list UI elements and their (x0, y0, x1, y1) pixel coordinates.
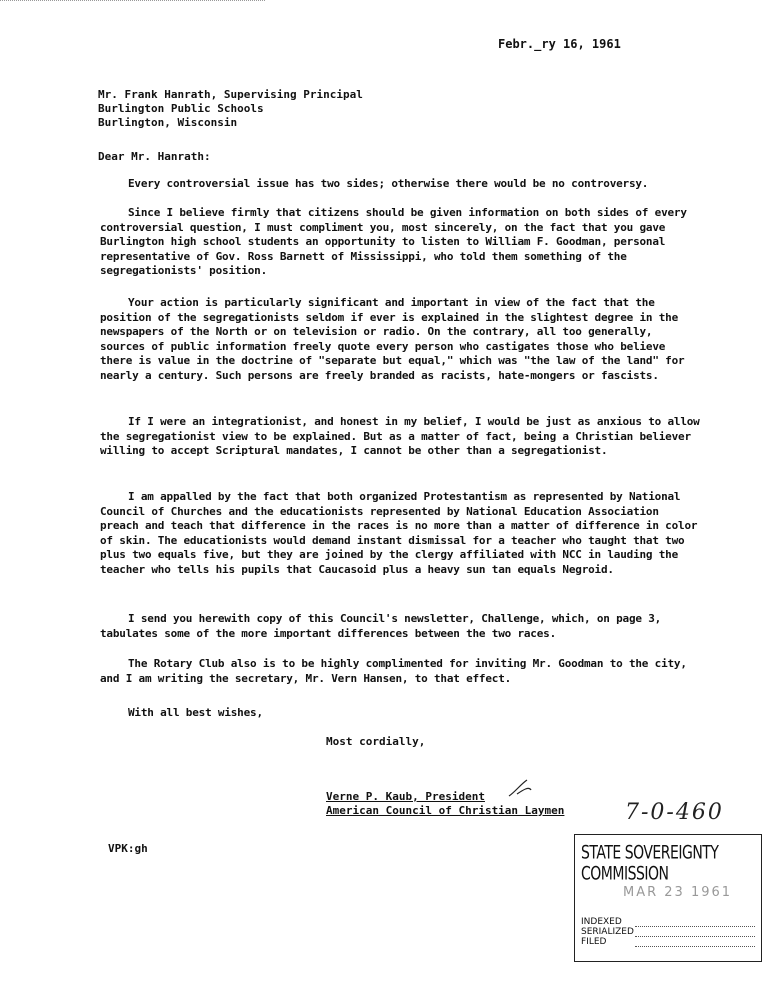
top-dotted-line (0, 0, 265, 1)
signer-organization: American Council of Christian Laymen (326, 804, 565, 817)
paragraph-5: I am appalled by the fact that both organized Protestantism as represented by National Council of Churches and the educationists represented by National Education Association preach and teach that difference in the races is no more than a matter of difference in color of skin. The educationists would demand instant dismissal for a teacher who taught that two plus two equals five, but they are joined by the clergy affiliated with NCC in lauding the teacher who tells his pupils that Caucasoid plus a heavy sun tan equals Negroid. (100, 490, 698, 576)
typist-initials: VPK:gh (108, 842, 148, 855)
stamp-dotted-line (635, 946, 755, 947)
salutation: Dear Mr. Hanrath: (98, 150, 211, 163)
paragraph-4: If I were an integrationist, and honest in my belief, I would be just as anxious to allow the segregationist view to be explained. But as a matter of fact, being a Christian believer willing to accept Scriptural mandates, I cannot be other than a segregationist. (100, 415, 700, 457)
stamp-date: MAR 23 1961 (623, 885, 733, 900)
stamp-row-indexed: INDEXED (581, 917, 622, 927)
paragraph-2: Since I believe firmly that citizens should be given information on both sides of every controversial question, I must compliment you, most sincerely, on the fact that you gave Burlington high school students an opportunity to listen to William F. Goodman, personal representative of Gov. Ross Barnett of Mississippi, who told them something of the segregationists' position. (100, 206, 687, 277)
stamp-row-serialized: SERIALIZED (581, 927, 634, 937)
address-line: Mr. Frank Hanrath, Supervising Principal (98, 88, 363, 101)
stamp-dotted-line (635, 936, 755, 937)
paragraph-6: I send you herewith copy of this Council's newsletter, Challenge, which, on page 3, tabulates some of the more important differences between the two races. (100, 612, 662, 640)
signer-name: Verne P. Kaub, President (326, 790, 485, 803)
signature-mark (505, 776, 535, 800)
stamp-rows (581, 917, 634, 947)
recipient-address (98, 88, 363, 130)
letter-date: Febr._ry 16, 1961 (498, 37, 621, 51)
address-line: Burlington Public Schools (98, 102, 264, 115)
stamp-row-filed: FILED (581, 937, 607, 947)
commission-stamp (574, 834, 762, 962)
paragraph-8: With all best wishes, (128, 706, 263, 719)
paragraph-7: The Rotary Club also is to be highly complimented for inviting Mr. Goodman to the city, and I am writing the secretary, Mr. Vern Hansen, to that effect. (100, 657, 687, 685)
address-line: Burlington, Wisconsin (98, 116, 238, 129)
stamp-title: STATE SOVEREIGNTY COMMISSION (581, 843, 719, 885)
paragraph-3: Your action is particularly significant and important in view of the fact that the position of the segregationists seldom if ever is explained in the slightest degree in the newspapers of the North or on television or radio. On the contrary, all too generally, sources of public information freely quote every person who castigates those who believe there is value in the doctrine of "separate but equal," which was "the law of the land" for nearly a century. Such persons are freely branded as racists, hate-mongers or fascists. (100, 296, 685, 382)
handwritten-file-number: 7-0-460 (625, 800, 724, 825)
stamp-dotted-line (635, 926, 755, 927)
closing: Most cordially, (326, 735, 426, 748)
paragraph-1: Every controversial issue has two sides; otherwise there would be no controversy. (128, 177, 649, 190)
